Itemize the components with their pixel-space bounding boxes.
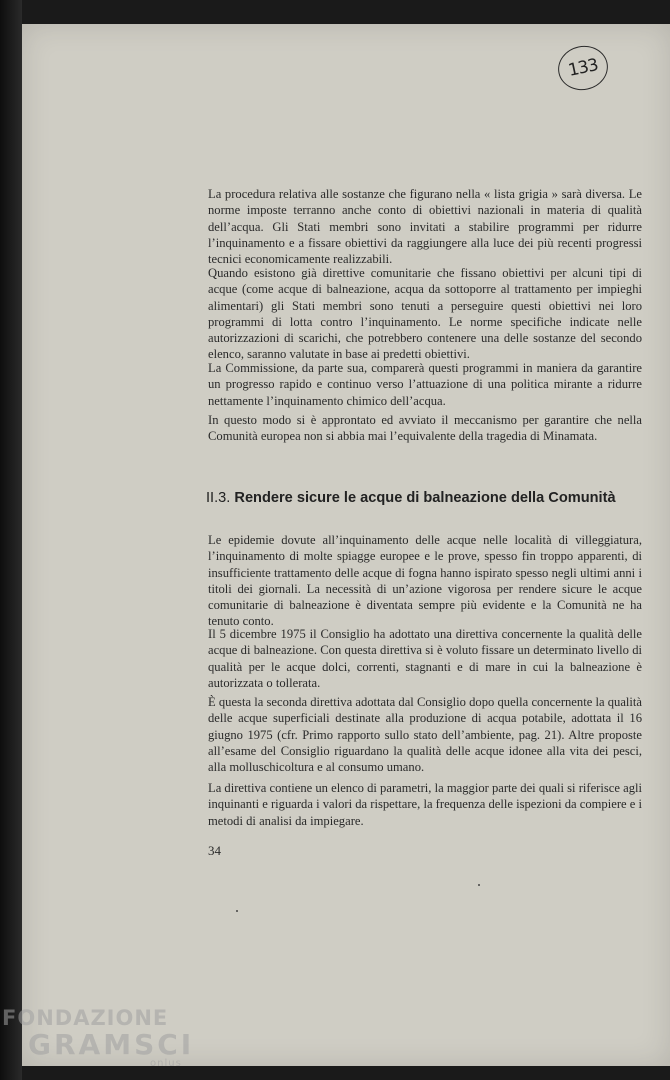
paragraph-grey-list: La procedura relativa alle sostanze che figurano nella « lista grigia » sarà diversa. Le norme imposte terranno anche conto di obiettivi nazionali in materia di qualità dell’acqua. Gli Stati membri sono invitati a stabilire programmi per ridurre l’inquinamento e a fissare obiettivi da raggiungere alla luce dei più recenti progressi tecnici economicamente realizzabili. bbox=[208, 187, 642, 267]
paragraph-minamata: In questo modo si è approntato ed avviato il meccanismo per garantire che nella Comunità europea non si abbia mai l’equivalente della tragedia di Minamata. bbox=[208, 413, 642, 444]
section-number: II.3. bbox=[206, 490, 231, 506]
page-number: 34 bbox=[208, 843, 221, 858]
watermark-logo bbox=[2, 1006, 195, 1069]
paragraph-parameters: La direttiva contiene un elenco di parametri, la maggior parte dei quali si riferisce agli inquinanti e riguarda i valori da rispettare, la frequenza delle ispezioni da compiere e i metodi di analisi da impiegare. bbox=[208, 781, 642, 828]
handwritten-number: 133 bbox=[566, 55, 600, 81]
section-heading bbox=[206, 490, 646, 506]
section-title: Rendere sicure le acque di balneazione della Comunità bbox=[234, 490, 616, 506]
paragraph-second-directive: È questa la seconda direttiva adottata dal Consiglio dopo quella concernente la qualità delle acque superficiali destinate alla produzione di acqua potabile, adottata il 16 giugno 1975 (cfr. Primo rapporto sullo stato dell’ambiente, pag. 21). Altre proposte all’esame del Consiglio riguardano la qualità delle acque idonee alla vita dei pesci, alla molluschicoltura e al consumo umano. bbox=[208, 695, 642, 775]
watermark-line1: FONDAZIONE bbox=[2, 1006, 169, 1030]
paper-speck bbox=[478, 884, 480, 886]
paragraph-commission: La Commissione, da parte sua, comparerà questi programmi in maniera da garantire un progresso rapido e continuo verso l’attuazione di una politica mirante a ridurre nettamente l’inquinamento chimico dell’acqua. bbox=[208, 361, 642, 408]
paragraph-council-directive: Il 5 dicembre 1975 il Consiglio ha adottato una direttiva concernente la qualità delle acque di balneazione. Con questa direttiva si è voluto fissare un determinato livello di qualità per le acque dolci, correnti, stagnanti e di mare in cui la balneazione è autorizzata o tollerata. bbox=[208, 627, 642, 690]
paragraph-epidemics: Le epidemie dovute all’inquinamento delle acque nelle località di villeggiatura, l’inquinamento di molte spiagge europee e le prove, spesso fin troppo apparenti, di insufficiente trattamento delle acque di fogna hanno ispirato spesso negli ultimi anni i titoli dei giornali. La necessità di un’azione vigorosa per rendere sicure le acque comunitarie di balneazione è diventata sempre più evidente e la Comunità ne ha tenuto conto. bbox=[208, 533, 642, 629]
paper-speck bbox=[236, 910, 238, 912]
binding-strip bbox=[0, 0, 22, 1080]
handwritten-page-annotation bbox=[554, 41, 612, 94]
watermark-line3: onlus bbox=[150, 1058, 182, 1069]
document-page bbox=[22, 24, 670, 1066]
paragraph-existing-directives: Quando esistono già direttive comunitarie che fissano obiettivi per alcuni tipi di acque (come acque di balneazione, acqua da sottoporre al trattamento per impieghi alimentari) gli Stati membri sono tenuti a perseguire questi obiettivi nei loro programmi di lotta contro l’inquinamento. Le norme specifiche indicate nelle autorizzazioni di scarichi, che potrebbero contenere una delle sostanze del secondo elenco, saranno valutate in base ai predetti obiettivi. bbox=[208, 266, 642, 362]
watermark-line2: GRAMSCI bbox=[28, 1028, 195, 1061]
